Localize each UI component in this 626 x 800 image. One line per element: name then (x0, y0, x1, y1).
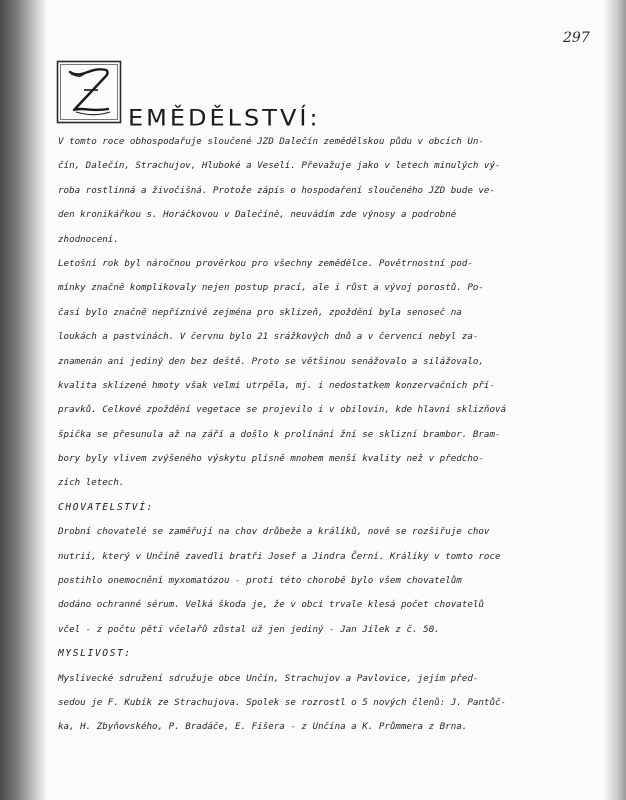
text-line: bory byly vlivem zvýšeného výskytu plísně mnohem menší kvality než v předcho- (58, 453, 484, 465)
text-line: sedou je F. Kubík ze Strachujova. Spolek se rozrostl o 5 nových členů: J. Pantůč- (58, 696, 507, 708)
text-line: loukách a pastvinách. V červnu bylo 21 srážkových dnů a v červenci nebyl za- (58, 331, 479, 343)
text-line: špička se přesunula až na září a došlo k prolínání žní se sklizní brambor. Bram- (58, 428, 501, 440)
text-line: Letošní rok byl náročnou prověrkou pro všechny zemědělce. Povětrnostní pod- (58, 257, 473, 269)
decorated-initial-z (56, 60, 122, 124)
text-line: nutrií, který v Unčíně zavedli bratři Josef a Jindra Černí. Králíky v tomto roce (58, 550, 501, 562)
text-line: kvalita sklizené hmoty však velmi utrpěla, mj. i nedostatkem konzervačních pří- (58, 379, 495, 391)
text-line: Drobní chovatelé se zaměřují na chov drůbeže a králíků, nově se rozšiřuje chov (58, 526, 490, 538)
text-line: V tomto roce obhospodařuje sloučené JZD Dalečín zemědělskou půdu v obcích Un- (58, 136, 484, 147)
text-line: postihlo onemocnění myxomatózou - proti této chorobě bylo všem chovatelům (58, 575, 462, 587)
text-line: včel - z počtu pěti včelařů zůstal už jen jediný - Jan Jílek z č. 50. (58, 623, 440, 635)
text-line: mínky značně komplikovaly nejen postup prací, ale i růst a vývoj porostů. Po- (58, 282, 484, 294)
page-number: 297 (563, 30, 590, 46)
text-line: roba rostlinná a živočišná. Protože zápis o hospodaření sloučeného JZD bude ve- (58, 184, 495, 196)
text-line: ka, H. Zbyňovského, P. Bradáče, E. Fišera - z Unčína a K. Průmmera z Brna. (58, 721, 468, 733)
scan-binding-shadow (0, 0, 46, 800)
text-line: časí bylo značně nepříznivé zejména pro sklizeň, zpoždění byla senoseč na (58, 306, 462, 318)
subheading-myslivost: MYSLIVOST: (58, 648, 132, 660)
text-line: den kronikářkou s. Horáčkovou v Dalečíně, neuvádím zde výnosy a podrobné (58, 209, 457, 221)
text-line: pravků. Celkové zpoždění vegetace se projevilo i v obilovin, kde hlavní sklizňová (58, 404, 507, 416)
text-line: čín, Dalečín, Strachujov, Hluboké a Veselí. Převažuje jako v letech minulých vý- (58, 160, 501, 172)
section-title: EMĚDĚLSTVÍ: (128, 105, 321, 131)
initial-letter: Z (88, 102, 90, 103)
subheading-chovatelstvi: CHOVATELSTVÍ: (58, 501, 154, 513)
text-line: zích letech. (58, 477, 125, 489)
text-line: zhodnocení. (58, 233, 119, 245)
text-line: Myslivecké sdružení sdružuje obce Unčín, Strachujov a Pavlovice, jejím před- (58, 672, 479, 684)
text-line: dodáno ochranné sérum. Velká škoda je, že v obci trvale klesá počet chovatelů (58, 599, 484, 611)
text-line: znamenán ani jediný den bez deště. Proto se většinou senážovalo a silážovalo, (58, 355, 484, 367)
handwritten-body (58, 130, 578, 740)
scan-edge-shadow (604, 0, 626, 800)
